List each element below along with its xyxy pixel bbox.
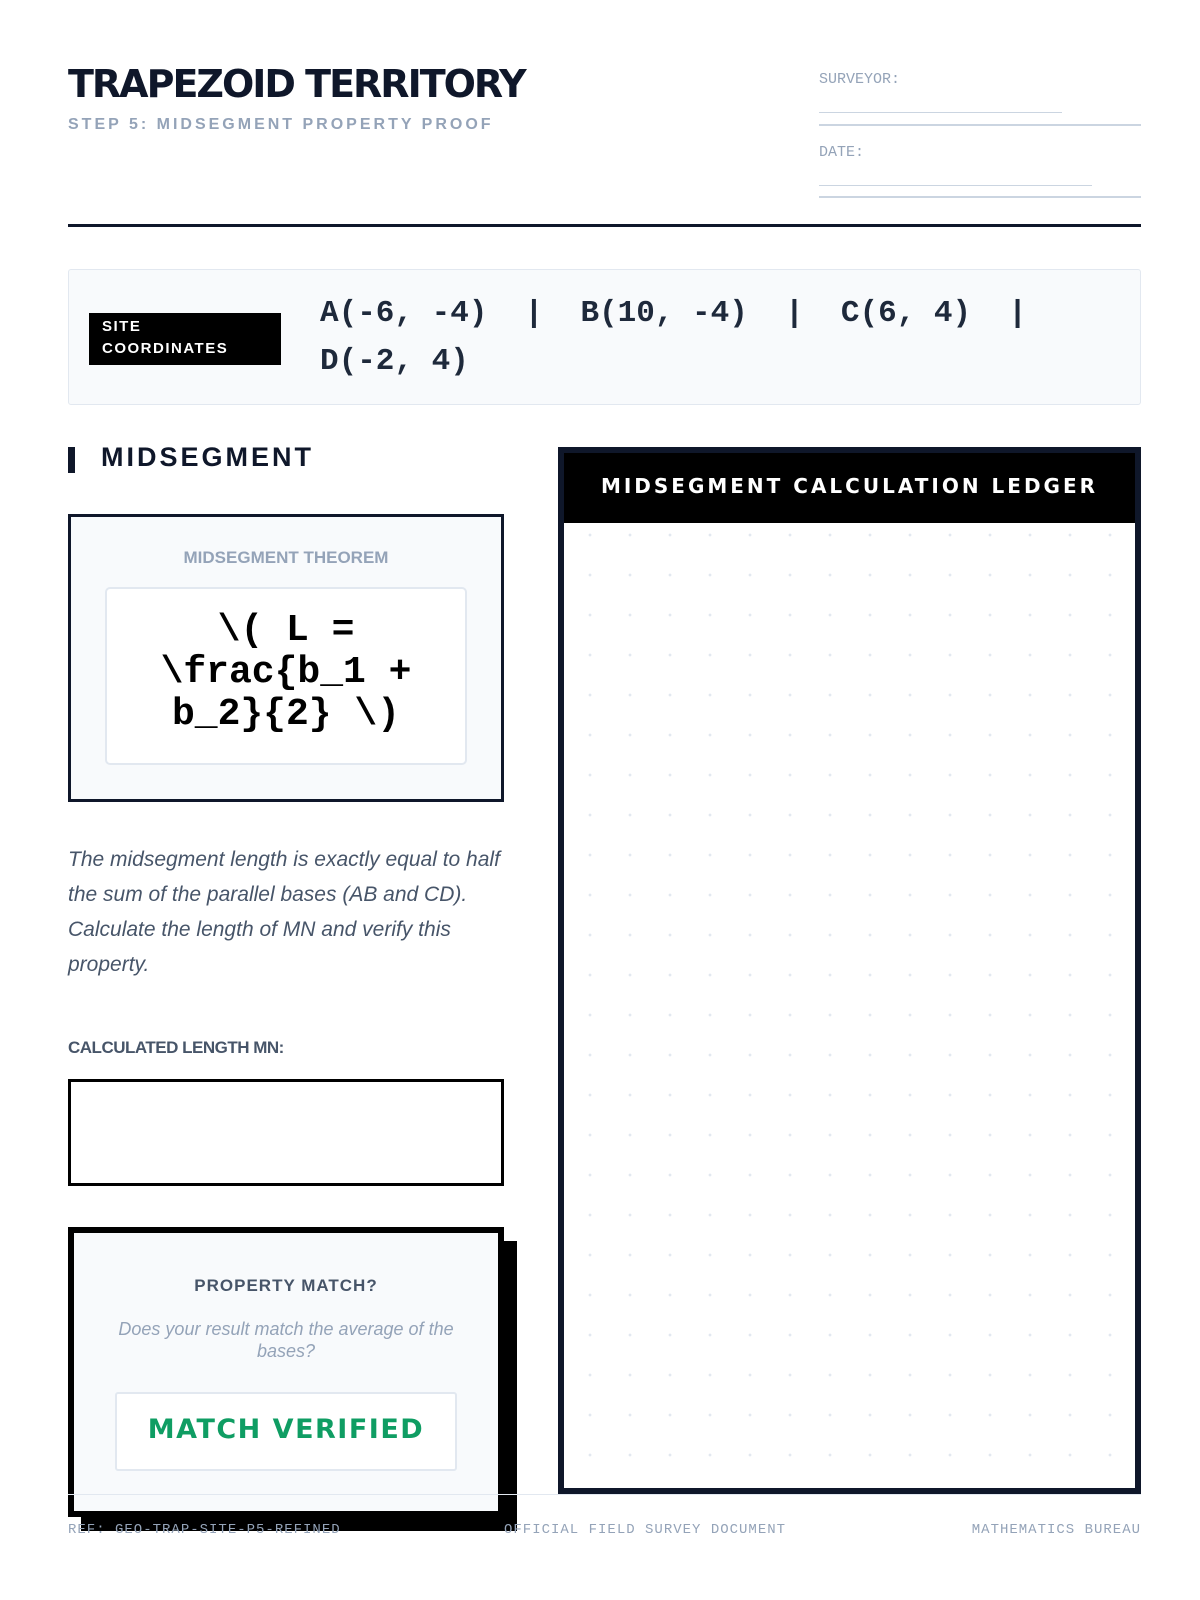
worksheet-subtitle: STEP 5: MIDSEGMENT PROPERTY PROOF <box>68 116 494 133</box>
date-label: DATE: <box>819 144 865 161</box>
date-field[interactable] <box>819 185 1092 186</box>
site-coordinates-text: A(-6, -4) | B(10, -4) | C(6, 4) | D(-2, 4) <box>320 296 1065 379</box>
calculated-length-input[interactable] <box>68 1079 504 1186</box>
theorem-formula: \( L = \frac{b_1 + b_2}{2} \) <box>160 609 412 736</box>
instructions-text: The midsegment length is exactly equal to half the sum of the parallel bases (AB and CD). Calculate the length of MN and verify this property. <box>68 848 500 976</box>
site-coordinates-label: SITE COORDINATES <box>89 313 281 365</box>
theorem-label: MIDSEGMENT THEOREM <box>183 548 389 567</box>
property-match-question: Does your result match the average of the bases? <box>118 1319 454 1361</box>
match-verified-stamp: MATCH VERIFIED <box>147 1414 425 1445</box>
worksheet-title: TRAPEZOID TERRITORY <box>68 62 525 106</box>
surveyor-label: SURVEYOR: <box>819 71 901 88</box>
property-match-card <box>68 1227 504 1517</box>
section-title: MIDSEGMENT <box>101 442 315 472</box>
date-underline <box>819 196 1141 198</box>
ledger-title: MIDSEGMENT CALCULATION LEDGER <box>600 474 1099 498</box>
footer-document-type: OFFICIAL FIELD SURVEY DOCUMENT <box>504 1522 787 1538</box>
footer-divider <box>68 1494 1141 1495</box>
header-divider <box>68 224 1141 227</box>
surveyor-field[interactable] <box>819 112 1062 113</box>
calculated-length-label: CALCULATED LENGTH MN: <box>68 1038 284 1057</box>
surveyor-underline <box>819 124 1141 126</box>
footer-reference: REF: GEO-TRAP-SITE-P5-REFINED <box>68 1522 341 1538</box>
footer-bureau: MATHEMATICS BUREAU <box>971 1522 1141 1538</box>
property-match-title: PROPERTY MATCH? <box>194 1276 378 1295</box>
calculation-ledger[interactable] <box>558 447 1141 1494</box>
section-marker <box>68 447 75 473</box>
